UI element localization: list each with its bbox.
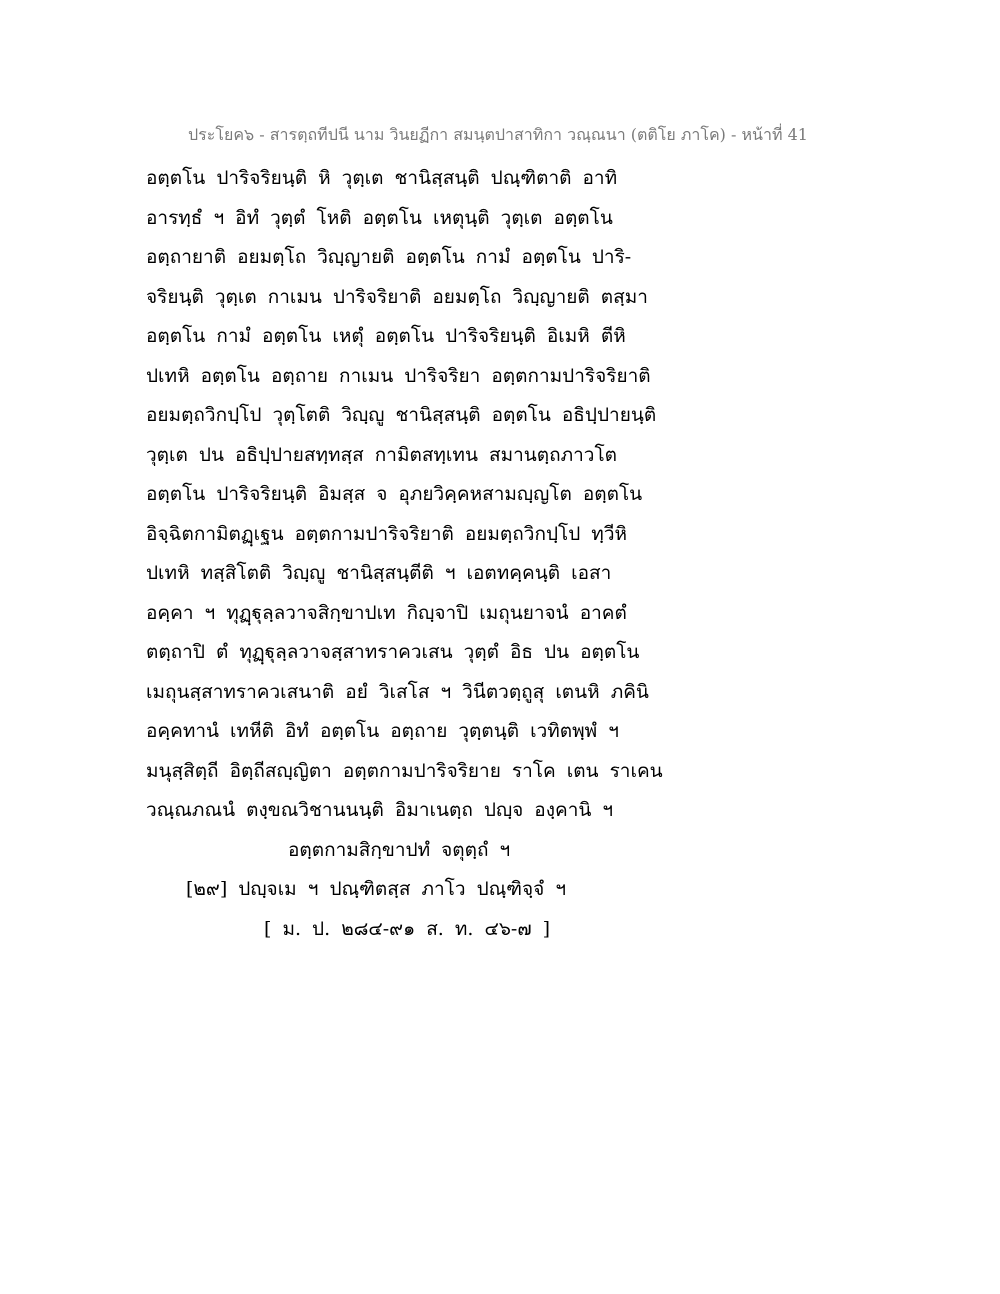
text-line: วณฺณภณนํ ตงฺขณวิชานนนฺติ อิมาเนตฺถ ปญฺจ องฺคานิ ฯ [146,799,614,821]
text-line: อตฺตโน ปาริจริยนฺติ หิ วุตฺเต ชานิสฺสนฺติ ปณฺฑิตาติ อาทิ [146,167,618,189]
text-line: อยมตฺถวิกปฺโป วุตฺโตติ วิญฺญู ชานิสฺสนฺติ อตฺตโน อธิปฺปายนฺติ [146,404,657,426]
text-line: ปเทหิ อตฺตโน อตฺถาย กาเมน ปาริจริยา อตฺตกามปาริจริยาติ [146,364,651,387]
text-line: อิจฺฉิตกามิตฏฺเฐน อตฺตกามปาริจริยาติ อยมตฺถวิกปฺโป ทฺวีหิ [146,522,628,545]
text-line: อคฺคา ฯ ทุฏฺฐุลฺลวาจสิกฺขาปเท กิญฺจาปิ เมถุนยาจนํ อาคตํ [146,601,627,624]
text-line: มนุสฺสิตฺถี อิตฺถีสญฺญิตา อตฺตกามปาริจริยาย ราโค เตน ราเคน [146,759,663,782]
text-line: อตฺถายาติ อยมตฺโถ วิญฺญายติ อตฺตโน กามํ อตฺตโน ปาริ- [146,246,632,268]
text-line: อตฺตโน ปาริจริยนฺติ อิมสฺส จ อุภยวิคฺคหสามญฺญโต อตฺตโน [146,483,643,505]
text-line: เมถุนสฺสาทราควเสนาติ อยํ วิเสโส ฯ วินีตวตฺถูสุ เตนหิ ภคินิ [146,680,649,703]
paragraph-start: [๒๙] ปญฺจเม ฯ ปณฺฑิตสฺส ภาโว ปณฺฑิจฺจํ ฯ [186,878,567,900]
reference-note: [ ม. ป. ๒๘๔-๙๑ ส. ท. ๔๖-๗ ] [264,917,551,940]
text-line: อคฺคทานํ เทหีติ อิทํ อตฺตโน อตฺถาย วุตฺตนฺติ เวทิตพฺพํ ฯ [146,720,619,742]
text-line: อารทฺธํ ฯ อิทํ วุตฺตํ โหติ อตฺตโน เหตุนฺติ วุตฺเต อตฺตโน [146,206,613,229]
text-line: อตฺตโน กามํ อตฺตโน เหตุํ อตฺตโน ปาริจริยนฺติ อิเมหิ ตีหิ [146,325,626,347]
text-line: วุตฺเต ปน อธิปฺปายสทฺทสฺส กามิตสทฺเทน สมานตฺถภาวโต [146,443,618,466]
section-title: อตฺตกามสิกฺขาปทํ จตุตฺถํ ฯ [288,838,511,861]
body-text [146,159,866,949]
text-line: ปเทหิ ทสฺสิโตติ วิญฺญู ชานิสฺสนฺตีติ ฯ เอตทคฺคนฺติ เอสา [146,562,612,584]
running-header: ประโยค๖ - สารตฺถทีปนี นาม วินยฏีกา สมนฺตปาสาทิกา วณฺณนา (ตติโย ภาโค) - หน้าที่ 41 [188,125,808,144]
text-line: จริยนฺติ วุตฺเต กาเมน ปาริจริยาติ อยมตฺโถ วิญฺญายติ ตสฺมา [146,285,648,308]
text-line: ตตฺถาปิ ตํ ทุฏฺฐุลฺลวาจสฺสาทราควเสน วุตฺตํ อิธ ปน อตฺตโน [146,641,640,663]
